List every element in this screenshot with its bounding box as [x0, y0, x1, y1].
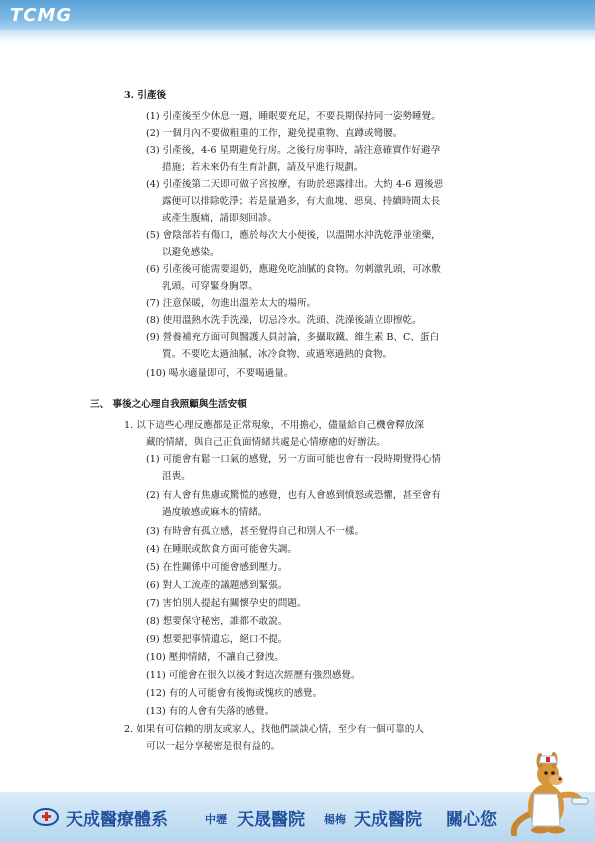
s3-item-4-cont2: 或產生腹痛，請即刻回診。: [162, 213, 278, 224]
p1-item-11: (11) 可能會在很久以後才對這次經歷有強烈感覺。: [146, 670, 361, 681]
s3-item-1: (1) 引產後至少休息一週，睡眠要充足，不要長期保持同一姿勢睡覺。: [146, 111, 441, 122]
section-three-title: 三、 事後之心理自我照顧與生活安頓: [90, 399, 247, 410]
p2-cont: 可以一起分享秘密是很有益的。: [146, 741, 281, 752]
p1-item-6: (6) 對人工流產的議題感到緊張。: [146, 580, 288, 591]
p1-intro-cont: 藏的情緒，與自己正負面情緒共處是心情療癒的好辦法。: [146, 437, 386, 448]
s3-item-7: (7) 注意保暖，勿進出溫差太大的場所。: [146, 298, 317, 309]
p1-item-2-cont: 過度敏感或麻木的情緒。: [162, 507, 268, 518]
p1-item-8: (8) 想要保守秘密，誰都不敢說。: [146, 616, 288, 627]
p1-item-10: (10) 壓抑情緒，不讓自己發洩。: [146, 652, 284, 663]
footer-group-name: 天成醫療體系: [66, 810, 168, 830]
kangaroo-nurse-mascot-icon: [510, 744, 590, 836]
footer-care-text: 關心您: [446, 810, 497, 830]
hospital-cross-logo-icon: [33, 808, 59, 826]
tcmg-logo: TCMG: [10, 5, 73, 26]
s3-item-6: (6) 引產後可能需要退奶，應避免吃油膩的食物。勿刺激乳頭，可冰敷: [146, 264, 441, 275]
page-header: [0, 0, 595, 30]
s3-item-6-cont: 乳頭。可穿緊身胸罩。: [162, 281, 258, 292]
footer-location-1: 中壢: [205, 813, 227, 826]
section-3-title: 3. 引產後: [124, 90, 167, 101]
p1-item-12: (12) 有的人可能會有後悔或愧疚的感覺。: [146, 688, 323, 699]
s3-item-5: (5) 會陰部若有傷口，應於每次大小便後，以溫開水沖洗乾淨並塗藥，: [146, 230, 441, 241]
p1-item-2: (2) 有人會有焦慮或驚慌的感覺，也有人會感到憤怒或恐懼，甚至會有: [146, 490, 441, 501]
p1-item-13: (13) 有的人會有失落的感覺。: [146, 706, 275, 717]
footer-hospital-2: 天成醫院: [354, 810, 422, 830]
header-fade: [0, 30, 595, 42]
p1-intro: 1. 以下這些心理反應都是正常現象，不用擔心，儘量給自己機會釋放深: [124, 420, 425, 431]
p1-item-3: (3) 有時會有孤立感，甚至覺得自己和別人不一樣。: [146, 526, 365, 537]
s3-item-3-cont: 措施；若未來仍有生育計劃，請及早進行規劃。: [162, 162, 364, 173]
s3-item-4-cont: 露便可以排除乾淨；若是量過多，有大血塊、惡臭、持續時間太長: [162, 196, 441, 207]
footer-hospital-1: 天晟醫院: [237, 810, 305, 830]
s3-item-5-cont: 以避免感染。: [162, 247, 220, 258]
p1-item-4: (4) 在睡眠或飲食方面可能會失調。: [146, 544, 297, 555]
p1-item-5: (5) 在性關係中可能會感到壓力。: [146, 562, 288, 573]
p1-item-7: (7) 害怕別人提起有關懷孕史的問題。: [146, 598, 307, 609]
footer-location-2: 楊梅: [324, 813, 346, 826]
p1-item-1-cont: 沮喪。: [162, 471, 191, 482]
s3-item-9: (9) 營養補充方面可與醫護人員討論，多攝取鐵、維生素 B、C、蛋白: [146, 332, 440, 343]
p2: 2. 如果有可信賴的朋友或家人，找他們談談心情，至少有一個可靠的人: [124, 724, 425, 735]
s3-item-3: (3) 引產後，4-6 星期避免行房。之後行房事時，請注意確實作好避孕: [146, 145, 441, 156]
s3-item-9-cont: 質。不要吃太過油膩、冰冷食物、或過寒過熱的食物。: [162, 349, 393, 360]
s3-item-8: (8) 使用溫熱水洗手洗澡，切忌冷水。洗頭、洗澡後請立即擦乾。: [146, 315, 422, 326]
s3-item-10: (10) 喝水適量即可，不要喝過量。: [146, 368, 294, 379]
s3-item-4: (4) 引產後第二天即可做子宮按摩，有助於惡露排出。大約 4-6 週後惡: [146, 179, 444, 190]
s3-item-2: (2) 一個月內不要做粗重的工作，避免提重物、直蹲或彎腰。: [146, 128, 403, 139]
p1-item-9: (9) 想要把事情遺忘，絕口不提。: [146, 634, 288, 645]
p1-item-1: (1) 可能會有鬆一口氣的感覺，另一方面可能也會有一段時期覺得心情: [146, 454, 441, 465]
